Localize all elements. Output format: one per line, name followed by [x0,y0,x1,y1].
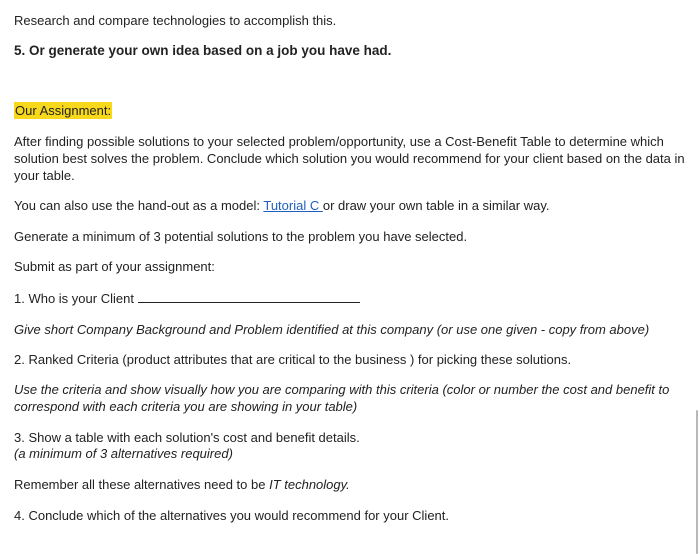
question-3: 3. Show a table with each solution's cost and benefit details. [14,430,360,445]
it-technology-text: IT technology. [269,477,350,492]
tutorial-c-link[interactable]: Tutorial C [263,198,323,213]
question-2-note: Use the criteria and show visually how you are comparing with this criteria (color or number the cost and benefit to correspond with each criteria you are showing in your table) [14,382,670,414]
question-1 [14,290,360,307]
research-line: Research and compare technologies to accomplish this. [14,13,337,28]
vertical-scrollbar[interactable] [696,410,698,554]
remember-line [14,476,350,493]
model-suffix: or draw your own table in a similar way. [322,198,550,213]
remember-prefix: Remember all these alternatives need to be [14,477,270,492]
question-3-note: (a minimum of 3 alternatives required) [14,446,233,461]
question-2: 2. Ranked Criteria (product attributes that are critical to the business ) for picking these solutions. [14,352,572,367]
question-1-label: 1. Who is your Client [14,291,138,306]
generate-minimum-line: Generate a minimum of 3 potential solutions to the problem you have selected. [14,229,468,244]
model-prefix: You can also use the hand-out as a model: [14,198,264,213]
our-assignment-label [14,102,112,119]
question-1-note: Give short Company Background and Problem identified at this company (or use one given - copy from above) [14,322,650,337]
model-line [14,197,549,214]
client-blank-line [138,291,360,303]
question-4: 4. Conclude which of the alternatives you would recommend for your Client. [14,508,449,523]
submit-line: Submit as part of your assignment: [14,259,215,274]
intro-paragraph: After finding possible solutions to your selected problem/opportunity, use a Cost-Benefit Table to determine which solution best solves the problem. Conclude which solution you would recommend for your client based on the data in your table. [14,134,685,183]
our-assignment-highlight: Our Assignment: [15,103,112,118]
item-5-heading: 5. Or generate your own idea based on a job you have had. [14,43,392,58]
